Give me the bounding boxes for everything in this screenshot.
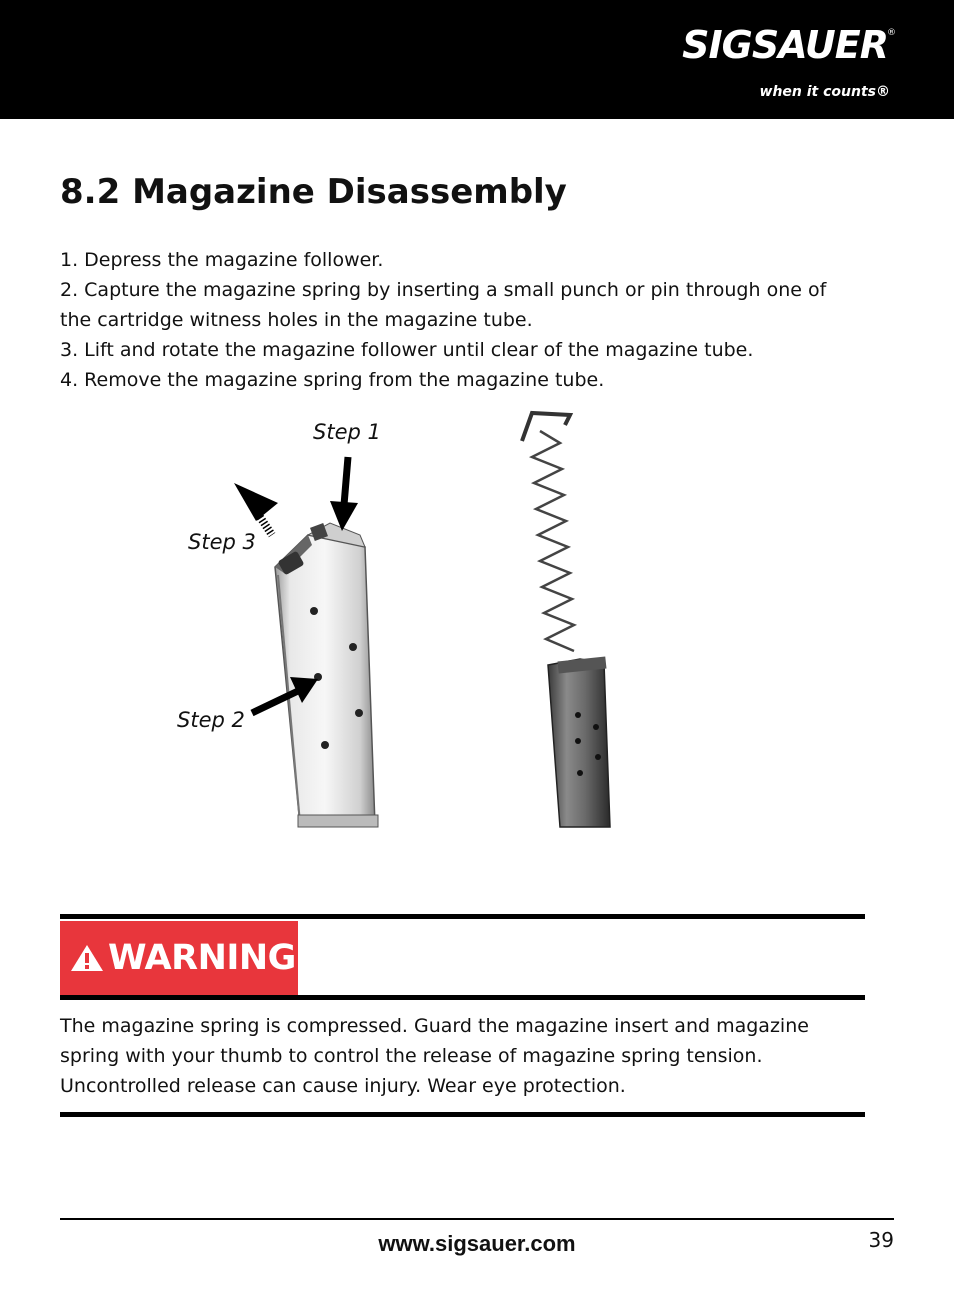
warning-top-rule xyxy=(60,914,865,919)
header-bar xyxy=(0,0,954,119)
step3-arrow xyxy=(234,483,278,535)
warning-label: WARNING xyxy=(108,938,296,978)
sig-sauer-logo xyxy=(682,23,896,102)
magazine-illustration xyxy=(160,395,760,865)
step2-label: Step 2 xyxy=(177,708,245,732)
logo-registered-mark: ® xyxy=(887,28,896,38)
step3-label: Step 3 xyxy=(188,530,256,554)
step-item: 3. Lift and rotate the magazine follower until clear of the magazine tube. xyxy=(60,339,754,361)
right-magazine-spring xyxy=(522,413,610,827)
footer-url[interactable]: www.sigsauer.com xyxy=(378,1231,576,1256)
warning-mid-rule xyxy=(60,995,865,1000)
step-item: 2. Capture the magazine spring by inserting a small punch or pin through one of the cartridge witness holes in the magazine tube. xyxy=(60,279,827,331)
step-item: 4. Remove the magazine spring from the magazine tube. xyxy=(60,369,605,391)
step1-label: Step 1 xyxy=(313,420,381,444)
warning-badge xyxy=(60,921,298,995)
footer-rule xyxy=(60,1218,894,1220)
warning-triangle-icon xyxy=(70,943,104,973)
warning-bottom-rule xyxy=(60,1112,865,1117)
step-item: 1. Depress the magazine follower. xyxy=(60,249,384,271)
left-magazine xyxy=(275,523,378,827)
step-list xyxy=(60,245,860,395)
warning-text: The magazine spring is compressed. Guard the magazine insert and magazine spring with your thumb to control the release of magazine spring tension. Uncontrolled release can cause injury. Wear eye protection. xyxy=(60,1015,809,1097)
step1-arrow xyxy=(330,457,358,531)
logo-tagline: when it counts® xyxy=(759,84,890,100)
section-title: 8.2 Magazine Disassembly xyxy=(60,172,567,212)
logo-wordmark: SIGSAUER xyxy=(682,23,888,67)
page-number: 39 xyxy=(868,1228,894,1252)
magazine-figure xyxy=(160,395,760,865)
